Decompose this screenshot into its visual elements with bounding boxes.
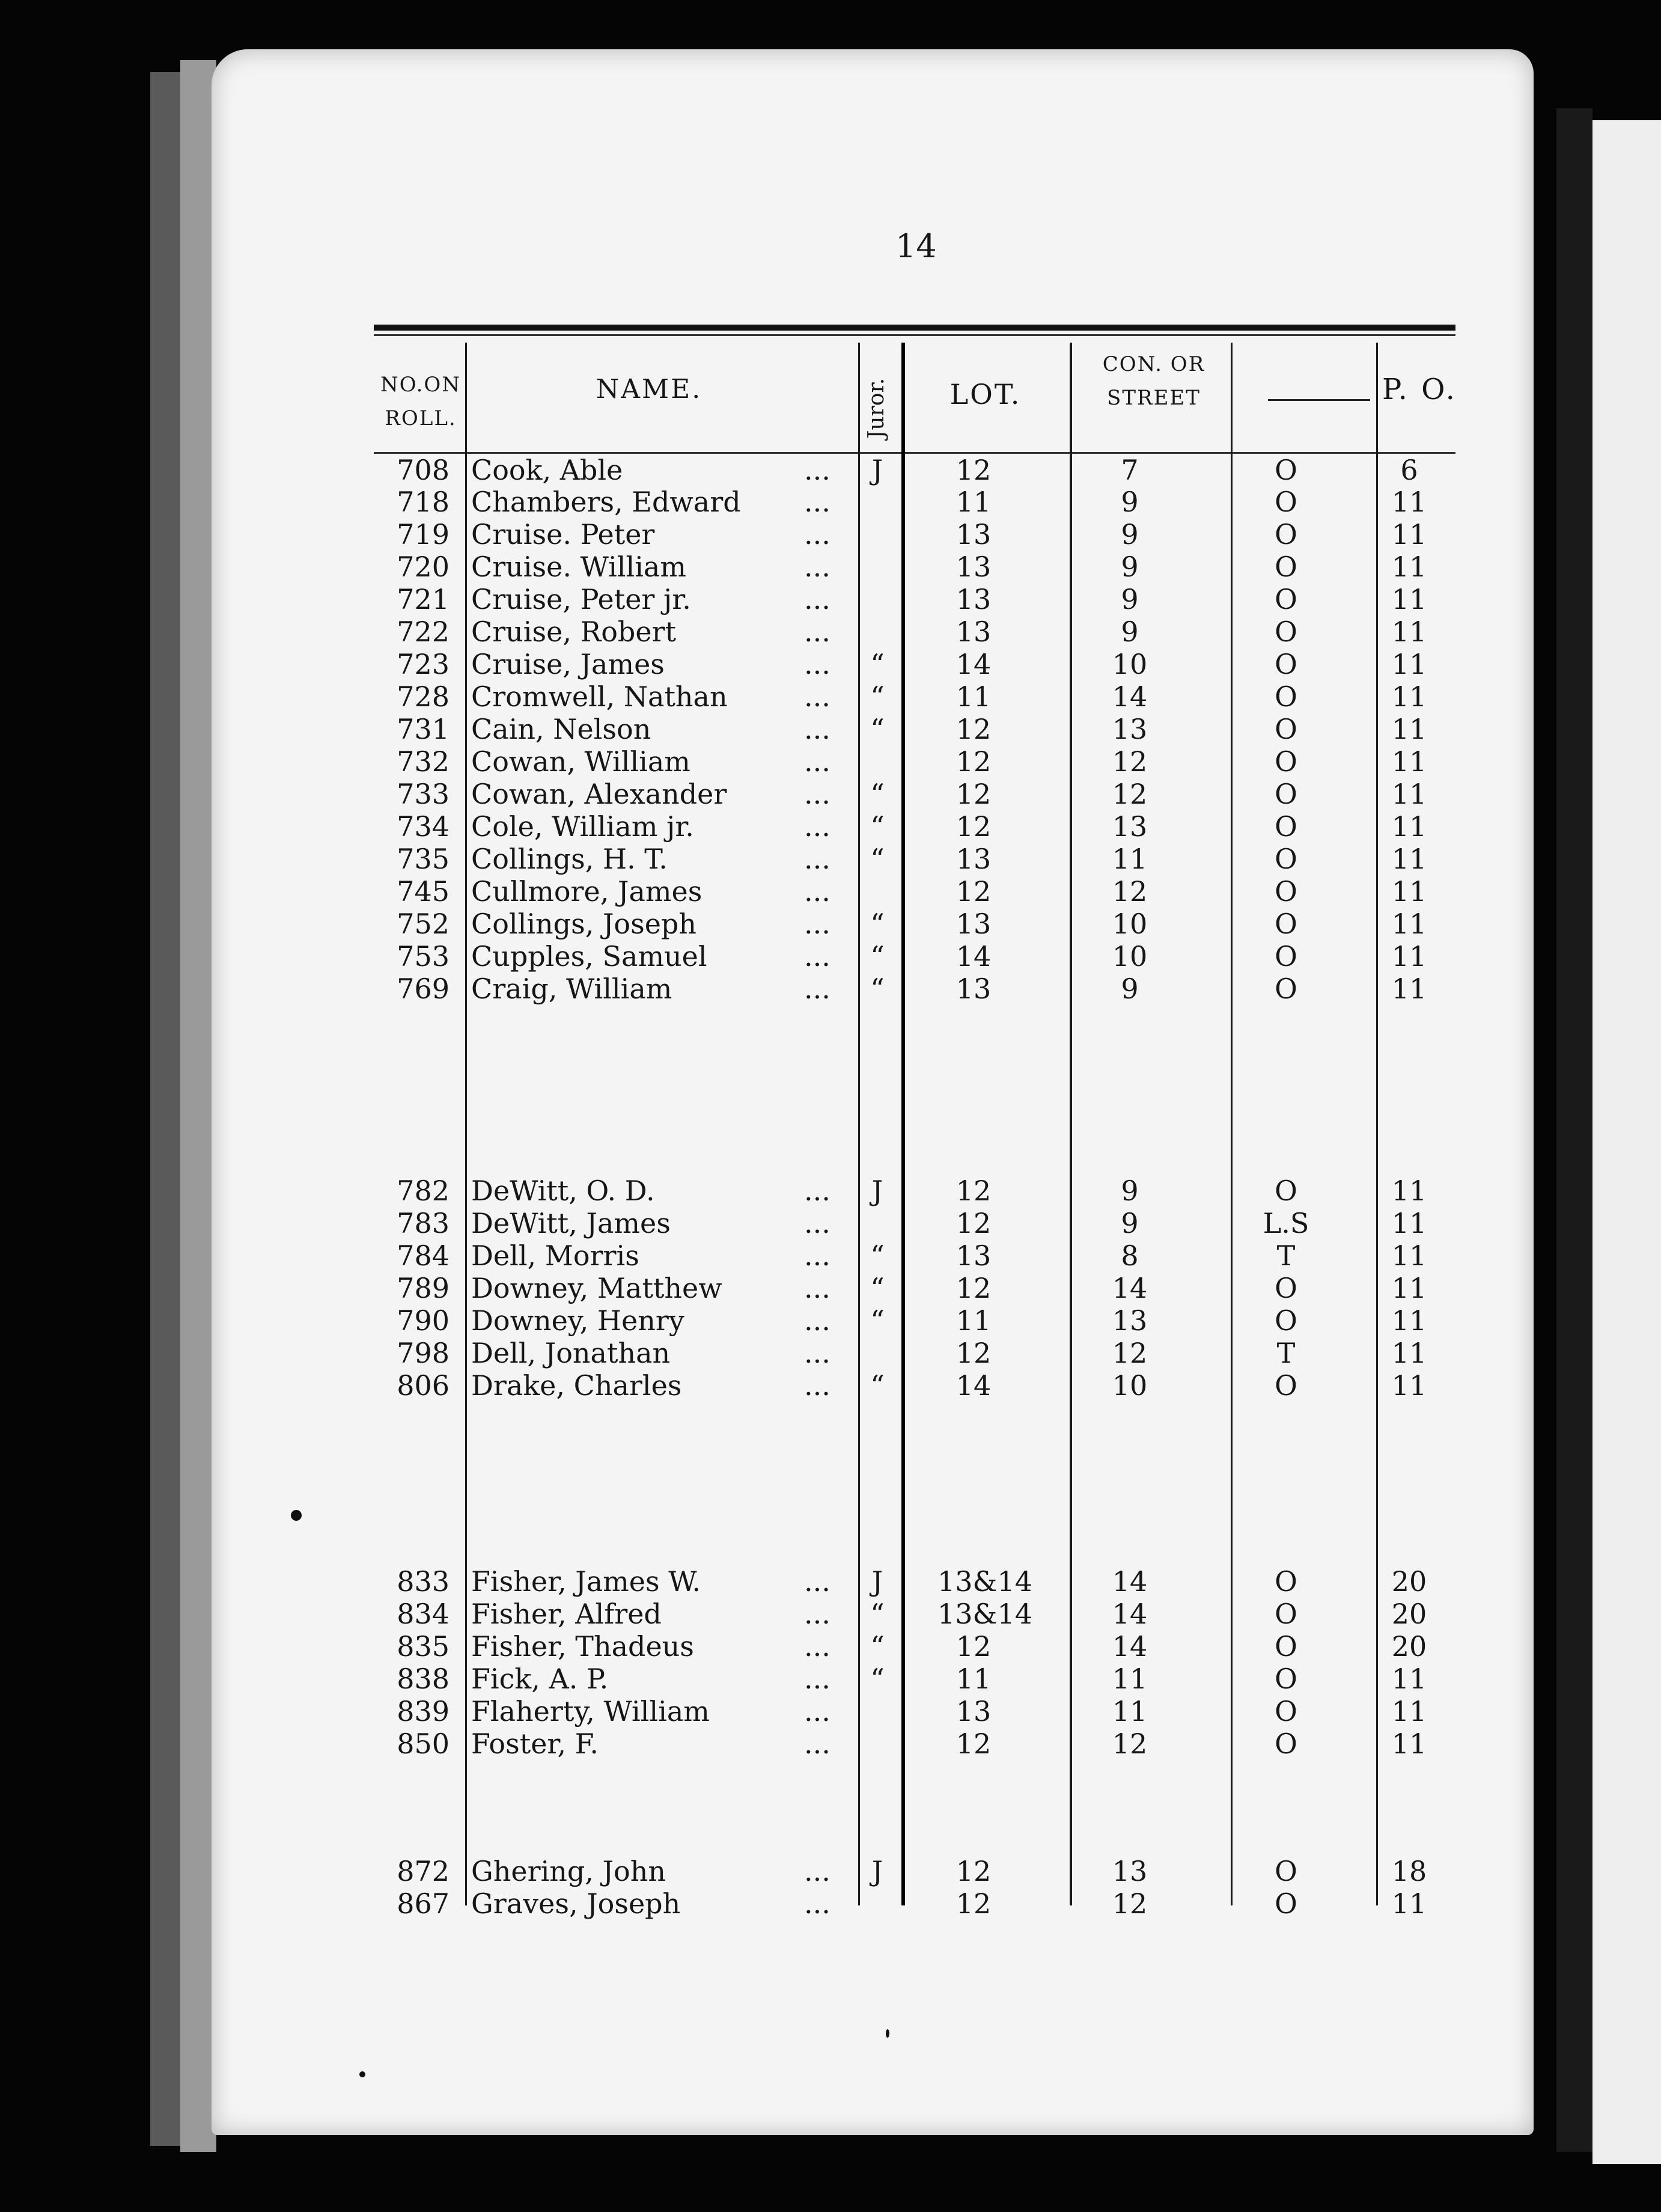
post-office-number: 11 — [1391, 551, 1427, 583]
roll-number: 782 — [397, 1175, 450, 1207]
status-code: O — [1275, 1304, 1297, 1337]
post-office-number: 11 — [1391, 1728, 1427, 1760]
concession-number: 12 — [1112, 1728, 1148, 1760]
table-row — [0, 648, 1661, 680]
leader-dots: ... — [804, 648, 830, 680]
ledger-page — [212, 49, 1534, 2135]
status-code: O — [1275, 680, 1297, 713]
table-row — [0, 1239, 1661, 1272]
resident-name: Dell, Jonathan — [471, 1337, 671, 1369]
roll-number: 833 — [397, 1565, 450, 1598]
header-no-on-roll — [379, 368, 463, 435]
lot-number: 13 — [955, 583, 992, 616]
header-con-or-street — [1088, 347, 1220, 415]
post-office-number: 11 — [1391, 518, 1427, 551]
table-row — [0, 1855, 1661, 1887]
juror-mark: J — [871, 454, 883, 486]
post-office-number: 11 — [1391, 1207, 1427, 1239]
status-code: O — [1275, 1630, 1297, 1663]
status-code: O — [1275, 486, 1297, 518]
roll-number: 723 — [397, 648, 450, 680]
post-office-number: 11 — [1391, 1369, 1427, 1402]
lot-number: 12 — [955, 778, 992, 810]
leader-dots: ... — [804, 875, 830, 908]
post-office-number: 11 — [1391, 1239, 1427, 1272]
concession-number: 12 — [1112, 778, 1148, 810]
concession-number: 14 — [1112, 1630, 1148, 1663]
leader-dots: ... — [804, 1855, 830, 1887]
juror-mark: “ — [870, 1272, 885, 1304]
status-code: O — [1275, 940, 1297, 973]
juror-mark: “ — [870, 1663, 885, 1695]
roll-number: 850 — [397, 1728, 450, 1760]
juror-mark: “ — [870, 680, 885, 713]
lot-number: 12 — [955, 1337, 992, 1369]
juror-mark: “ — [870, 973, 885, 1005]
concession-number: 9 — [1121, 486, 1139, 518]
leader-dots: ... — [804, 940, 830, 973]
table-row — [0, 1565, 1661, 1598]
table-row — [0, 810, 1661, 843]
leader-dots: ... — [804, 583, 830, 616]
post-office-number: 11 — [1391, 486, 1427, 518]
lot-number: 13&14 — [937, 1598, 1033, 1630]
leader-dots: ... — [804, 486, 830, 518]
concession-number: 14 — [1112, 1565, 1148, 1598]
lot-number: 13 — [955, 1695, 992, 1728]
header-lot: LOT. — [949, 378, 1022, 411]
lot-number: 12 — [955, 1272, 992, 1304]
table-row — [0, 680, 1661, 713]
table-row — [0, 1207, 1661, 1239]
leader-dots: ... — [804, 518, 830, 551]
post-office-number: 20 — [1391, 1565, 1427, 1598]
leader-dots: ... — [804, 1207, 830, 1239]
concession-number: 14 — [1112, 1598, 1148, 1630]
leader-dots: ... — [804, 843, 830, 875]
header-po: P. O. — [1382, 373, 1457, 406]
resident-name: Cook, Able — [471, 454, 623, 486]
status-code: O — [1275, 551, 1297, 583]
concession-number: 9 — [1121, 616, 1139, 648]
table-row — [0, 973, 1661, 1005]
top-rule — [374, 325, 1455, 331]
status-code: T — [1276, 1337, 1296, 1369]
concession-number: 10 — [1112, 908, 1148, 940]
juror-mark: “ — [870, 778, 885, 810]
roll-number: 708 — [397, 454, 450, 486]
table-row — [0, 1304, 1661, 1337]
resident-name: Cruise. Peter — [471, 518, 655, 551]
page-gutter — [1556, 108, 1592, 2152]
post-office-number: 11 — [1391, 1887, 1427, 1920]
lot-number: 11 — [955, 680, 992, 713]
juror-mark: “ — [870, 1598, 885, 1630]
status-code: O — [1275, 778, 1297, 810]
juror-mark: “ — [870, 940, 885, 973]
roll-number: 735 — [397, 843, 450, 875]
status-code: O — [1275, 1663, 1297, 1695]
resident-name: DeWitt, James — [471, 1207, 671, 1239]
status-code: O — [1275, 518, 1297, 551]
concession-number: 12 — [1112, 875, 1148, 908]
roll-number: 783 — [397, 1207, 450, 1239]
table-row — [0, 1337, 1661, 1369]
leader-dots: ... — [804, 1304, 830, 1337]
lot-number: 14 — [955, 940, 992, 973]
resident-name: Downey, Henry — [471, 1304, 684, 1337]
roll-number: 753 — [397, 940, 450, 973]
concession-number: 8 — [1121, 1239, 1139, 1272]
table-row — [0, 583, 1661, 616]
resident-name: Cromwell, Nathan — [471, 680, 728, 713]
ink-speck — [291, 1510, 302, 1521]
juror-mark: “ — [870, 843, 885, 875]
table-row — [0, 1369, 1661, 1402]
table-row — [0, 778, 1661, 810]
juror-mark: “ — [870, 1630, 885, 1663]
lot-number: 12 — [955, 875, 992, 908]
leader-dots: ... — [804, 1369, 830, 1402]
resident-name: Fisher, James W. — [471, 1565, 701, 1598]
resident-name: Dell, Morris — [471, 1239, 639, 1272]
leader-dots: ... — [804, 973, 830, 1005]
status-code: O — [1275, 616, 1297, 648]
lot-number: 12 — [955, 454, 992, 486]
leader-dots: ... — [804, 551, 830, 583]
table-row — [0, 745, 1661, 778]
lot-number: 13 — [955, 551, 992, 583]
resident-name: DeWitt, O. D. — [471, 1175, 655, 1207]
leader-dots: ... — [804, 778, 830, 810]
lot-number: 11 — [955, 486, 992, 518]
header-name: NAME. — [596, 374, 702, 405]
roll-number: 728 — [397, 680, 450, 713]
leader-dots: ... — [804, 1728, 830, 1760]
juror-mark: “ — [870, 810, 885, 843]
resident-name: Cruise, Peter jr. — [471, 583, 691, 616]
leader-dots: ... — [804, 1630, 830, 1663]
concession-number: 13 — [1112, 1855, 1148, 1887]
post-office-number: 11 — [1391, 1272, 1427, 1304]
roll-number: 867 — [397, 1887, 450, 1920]
lot-number: 14 — [955, 1369, 992, 1402]
header-con-line2: STREET — [1107, 386, 1201, 410]
status-code: O — [1275, 648, 1297, 680]
roll-number: 789 — [397, 1272, 450, 1304]
roll-number: 872 — [397, 1855, 450, 1887]
leader-dots: ... — [804, 745, 830, 778]
resident-name: Chambers, Edward — [471, 486, 741, 518]
roll-number: 838 — [397, 1663, 450, 1695]
roll-number: 719 — [397, 518, 450, 551]
roll-number: 721 — [397, 583, 450, 616]
concession-number: 7 — [1121, 454, 1139, 486]
post-office-number: 11 — [1391, 940, 1427, 973]
lot-number: 12 — [955, 1728, 992, 1760]
table-row — [0, 908, 1661, 940]
resident-name: Cruise. William — [471, 551, 686, 583]
status-code: O — [1275, 583, 1297, 616]
juror-mark: J — [871, 1855, 883, 1887]
post-office-number: 20 — [1391, 1630, 1427, 1663]
leader-dots: ... — [804, 713, 830, 745]
top-rule-thin — [374, 334, 1455, 336]
lot-number: 12 — [955, 1175, 992, 1207]
resident-name: Collings, Joseph — [471, 908, 696, 940]
concession-number: 10 — [1112, 1369, 1148, 1402]
resident-name: Cowan, William — [471, 745, 690, 778]
leader-dots: ... — [804, 1272, 830, 1304]
resident-name: Cain, Nelson — [471, 713, 651, 745]
roll-number: 752 — [397, 908, 450, 940]
leader-dots: ... — [804, 1239, 830, 1272]
concession-number: 9 — [1121, 1175, 1139, 1207]
concession-number: 14 — [1112, 680, 1148, 713]
post-office-number: 11 — [1391, 583, 1427, 616]
resident-name: Ghering, John — [471, 1855, 666, 1887]
resident-name: Graves, Joseph — [471, 1887, 681, 1920]
leader-dots: ... — [804, 1663, 830, 1695]
concession-number: 11 — [1112, 1663, 1148, 1695]
post-office-number: 11 — [1391, 843, 1427, 875]
header-no-on-roll-line2: ROLL. — [385, 406, 457, 430]
table-row — [0, 1175, 1661, 1207]
roll-number: 806 — [397, 1369, 450, 1402]
post-office-number: 11 — [1391, 1695, 1427, 1728]
status-code: O — [1275, 1175, 1297, 1207]
roll-number: 731 — [397, 713, 450, 745]
concession-number: 9 — [1121, 1207, 1139, 1239]
status-code: O — [1275, 745, 1297, 778]
post-office-number: 11 — [1391, 1175, 1427, 1207]
roll-number: 790 — [397, 1304, 450, 1337]
post-office-number: 11 — [1391, 616, 1427, 648]
table-row — [0, 1887, 1661, 1920]
leader-dots: ... — [804, 1695, 830, 1728]
leader-dots: ... — [804, 680, 830, 713]
leader-dots: ... — [804, 1337, 830, 1369]
roll-number: 769 — [397, 973, 450, 1005]
status-code: O — [1275, 810, 1297, 843]
status-code: T — [1276, 1239, 1296, 1272]
post-office-number: 11 — [1391, 1337, 1427, 1369]
concession-number: 10 — [1112, 648, 1148, 680]
status-code: O — [1275, 1695, 1297, 1728]
status-code: O — [1275, 843, 1297, 875]
juror-mark: “ — [870, 908, 885, 940]
lot-number: 12 — [955, 1855, 992, 1887]
roll-number: 718 — [397, 486, 450, 518]
table-row — [0, 486, 1661, 518]
resident-name: Fick, A. P. — [471, 1663, 609, 1695]
lot-number: 13 — [955, 843, 992, 875]
table-row — [0, 1630, 1661, 1663]
lot-number: 12 — [955, 745, 992, 778]
lot-number: 13&14 — [937, 1565, 1033, 1598]
lot-number: 11 — [955, 1304, 992, 1337]
roll-number: 839 — [397, 1695, 450, 1728]
concession-number: 11 — [1112, 843, 1148, 875]
status-code: O — [1275, 1565, 1297, 1598]
juror-mark: “ — [870, 713, 885, 745]
lot-number: 14 — [955, 648, 992, 680]
status-code: O — [1275, 713, 1297, 745]
roll-number: 784 — [397, 1239, 450, 1272]
concession-number: 12 — [1112, 1887, 1148, 1920]
status-code: L.S — [1263, 1207, 1309, 1239]
concession-number: 12 — [1112, 745, 1148, 778]
table-row — [0, 454, 1661, 486]
lot-number: 13 — [955, 1239, 992, 1272]
status-code: O — [1275, 973, 1297, 1005]
resident-name: Fisher, Thadeus — [471, 1630, 694, 1663]
roll-number: 798 — [397, 1337, 450, 1369]
status-code: O — [1275, 908, 1297, 940]
resident-name: Drake, Charles — [471, 1369, 682, 1402]
ink-speck — [886, 2029, 889, 2038]
lot-number: 12 — [955, 1630, 992, 1663]
leader-dots: ... — [804, 616, 830, 648]
juror-mark: “ — [870, 1239, 885, 1272]
resident-name: Craig, William — [471, 973, 672, 1005]
roll-number: 834 — [397, 1598, 450, 1630]
concession-number: 9 — [1121, 518, 1139, 551]
resident-name: Downey, Matthew — [471, 1272, 722, 1304]
post-office-number: 11 — [1391, 778, 1427, 810]
resident-name: Cole, William jr. — [471, 810, 694, 843]
post-office-number: 11 — [1391, 680, 1427, 713]
status-code: O — [1275, 454, 1297, 486]
resident-name: Cupples, Samuel — [471, 940, 707, 973]
leader-dots: ... — [804, 908, 830, 940]
post-office-number: 20 — [1391, 1598, 1427, 1630]
resident-name: Cowan, Alexander — [471, 778, 727, 810]
concession-number: 10 — [1112, 940, 1148, 973]
status-code: O — [1275, 1598, 1297, 1630]
juror-mark: “ — [870, 648, 885, 680]
header-con-line1: CON. OR — [1102, 352, 1205, 376]
leader-dots: ... — [804, 810, 830, 843]
concession-number: 14 — [1112, 1272, 1148, 1304]
header-no-on-roll-line1: NO.ON — [380, 373, 462, 397]
lot-number: 11 — [955, 1663, 992, 1695]
concession-number: 13 — [1112, 810, 1148, 843]
roll-number: 733 — [397, 778, 450, 810]
resident-name: Foster, F. — [471, 1728, 599, 1760]
leader-dots: ... — [804, 1887, 830, 1920]
roll-number: 720 — [397, 551, 450, 583]
table-row — [0, 1695, 1661, 1728]
status-code: O — [1275, 1728, 1297, 1760]
header-juror: Juror. — [864, 377, 889, 439]
concession-number: 11 — [1112, 1695, 1148, 1728]
table-row — [0, 940, 1661, 973]
roll-number: 732 — [397, 745, 450, 778]
status-code: O — [1275, 1887, 1297, 1920]
post-office-number: 6 — [1400, 454, 1418, 486]
table-row — [0, 713, 1661, 745]
juror-mark: “ — [870, 1369, 885, 1402]
lot-number: 13 — [955, 908, 992, 940]
post-office-number: 11 — [1391, 1663, 1427, 1695]
table-row — [0, 551, 1661, 583]
status-code: O — [1275, 1272, 1297, 1304]
resident-name: Cullmore, James — [471, 875, 702, 908]
roll-number: 835 — [397, 1630, 450, 1663]
post-office-number: 11 — [1391, 648, 1427, 680]
resident-name: Fisher, Alfred — [471, 1598, 662, 1630]
lot-number: 12 — [955, 713, 992, 745]
juror-mark: J — [871, 1565, 883, 1598]
lot-number: 12 — [955, 1887, 992, 1920]
post-office-number: 11 — [1391, 810, 1427, 843]
leader-dots: ... — [804, 1598, 830, 1630]
concession-number: 9 — [1121, 583, 1139, 616]
table-row — [0, 616, 1661, 648]
leader-dots: ... — [804, 1565, 830, 1598]
table-row — [0, 1663, 1661, 1695]
concession-number: 13 — [1112, 1304, 1148, 1337]
table-row — [0, 1728, 1661, 1760]
post-office-number: 11 — [1391, 875, 1427, 908]
lot-number: 13 — [955, 616, 992, 648]
header-blank-column — [1268, 399, 1370, 401]
concession-number: 9 — [1121, 551, 1139, 583]
table-row — [0, 875, 1661, 908]
table-row — [0, 1598, 1661, 1630]
leader-dots: ... — [804, 1175, 830, 1207]
post-office-number: 18 — [1391, 1855, 1427, 1887]
post-office-number: 11 — [1391, 745, 1427, 778]
post-office-number: 11 — [1391, 713, 1427, 745]
post-office-number: 11 — [1391, 1304, 1427, 1337]
lot-number: 13 — [955, 973, 992, 1005]
roll-number: 722 — [397, 616, 450, 648]
table-row — [0, 518, 1661, 551]
roll-number: 734 — [397, 810, 450, 843]
concession-number: 9 — [1121, 973, 1139, 1005]
roll-number: 745 — [397, 875, 450, 908]
concession-number: 13 — [1112, 713, 1148, 745]
page-number: 14 — [895, 227, 937, 265]
book-page-stack — [180, 60, 216, 2152]
lot-number: 12 — [955, 810, 992, 843]
ink-speck — [359, 2071, 365, 2077]
resident-name: Cruise, James — [471, 648, 665, 680]
status-code: O — [1275, 1369, 1297, 1402]
post-office-number: 11 — [1391, 908, 1427, 940]
status-code: O — [1275, 1855, 1297, 1887]
resident-name: Collings, H. T. — [471, 843, 668, 875]
resident-name: Cruise, Robert — [471, 616, 677, 648]
concession-number: 12 — [1112, 1337, 1148, 1369]
juror-mark: J — [871, 1175, 883, 1207]
leader-dots: ... — [804, 454, 830, 486]
table-row — [0, 1272, 1661, 1304]
lot-number: 12 — [955, 1207, 992, 1239]
status-code: O — [1275, 875, 1297, 908]
lot-number: 13 — [955, 518, 992, 551]
post-office-number: 11 — [1391, 973, 1427, 1005]
resident-name: Flaherty, William — [471, 1695, 710, 1728]
table-row — [0, 843, 1661, 875]
juror-mark: “ — [870, 1304, 885, 1337]
